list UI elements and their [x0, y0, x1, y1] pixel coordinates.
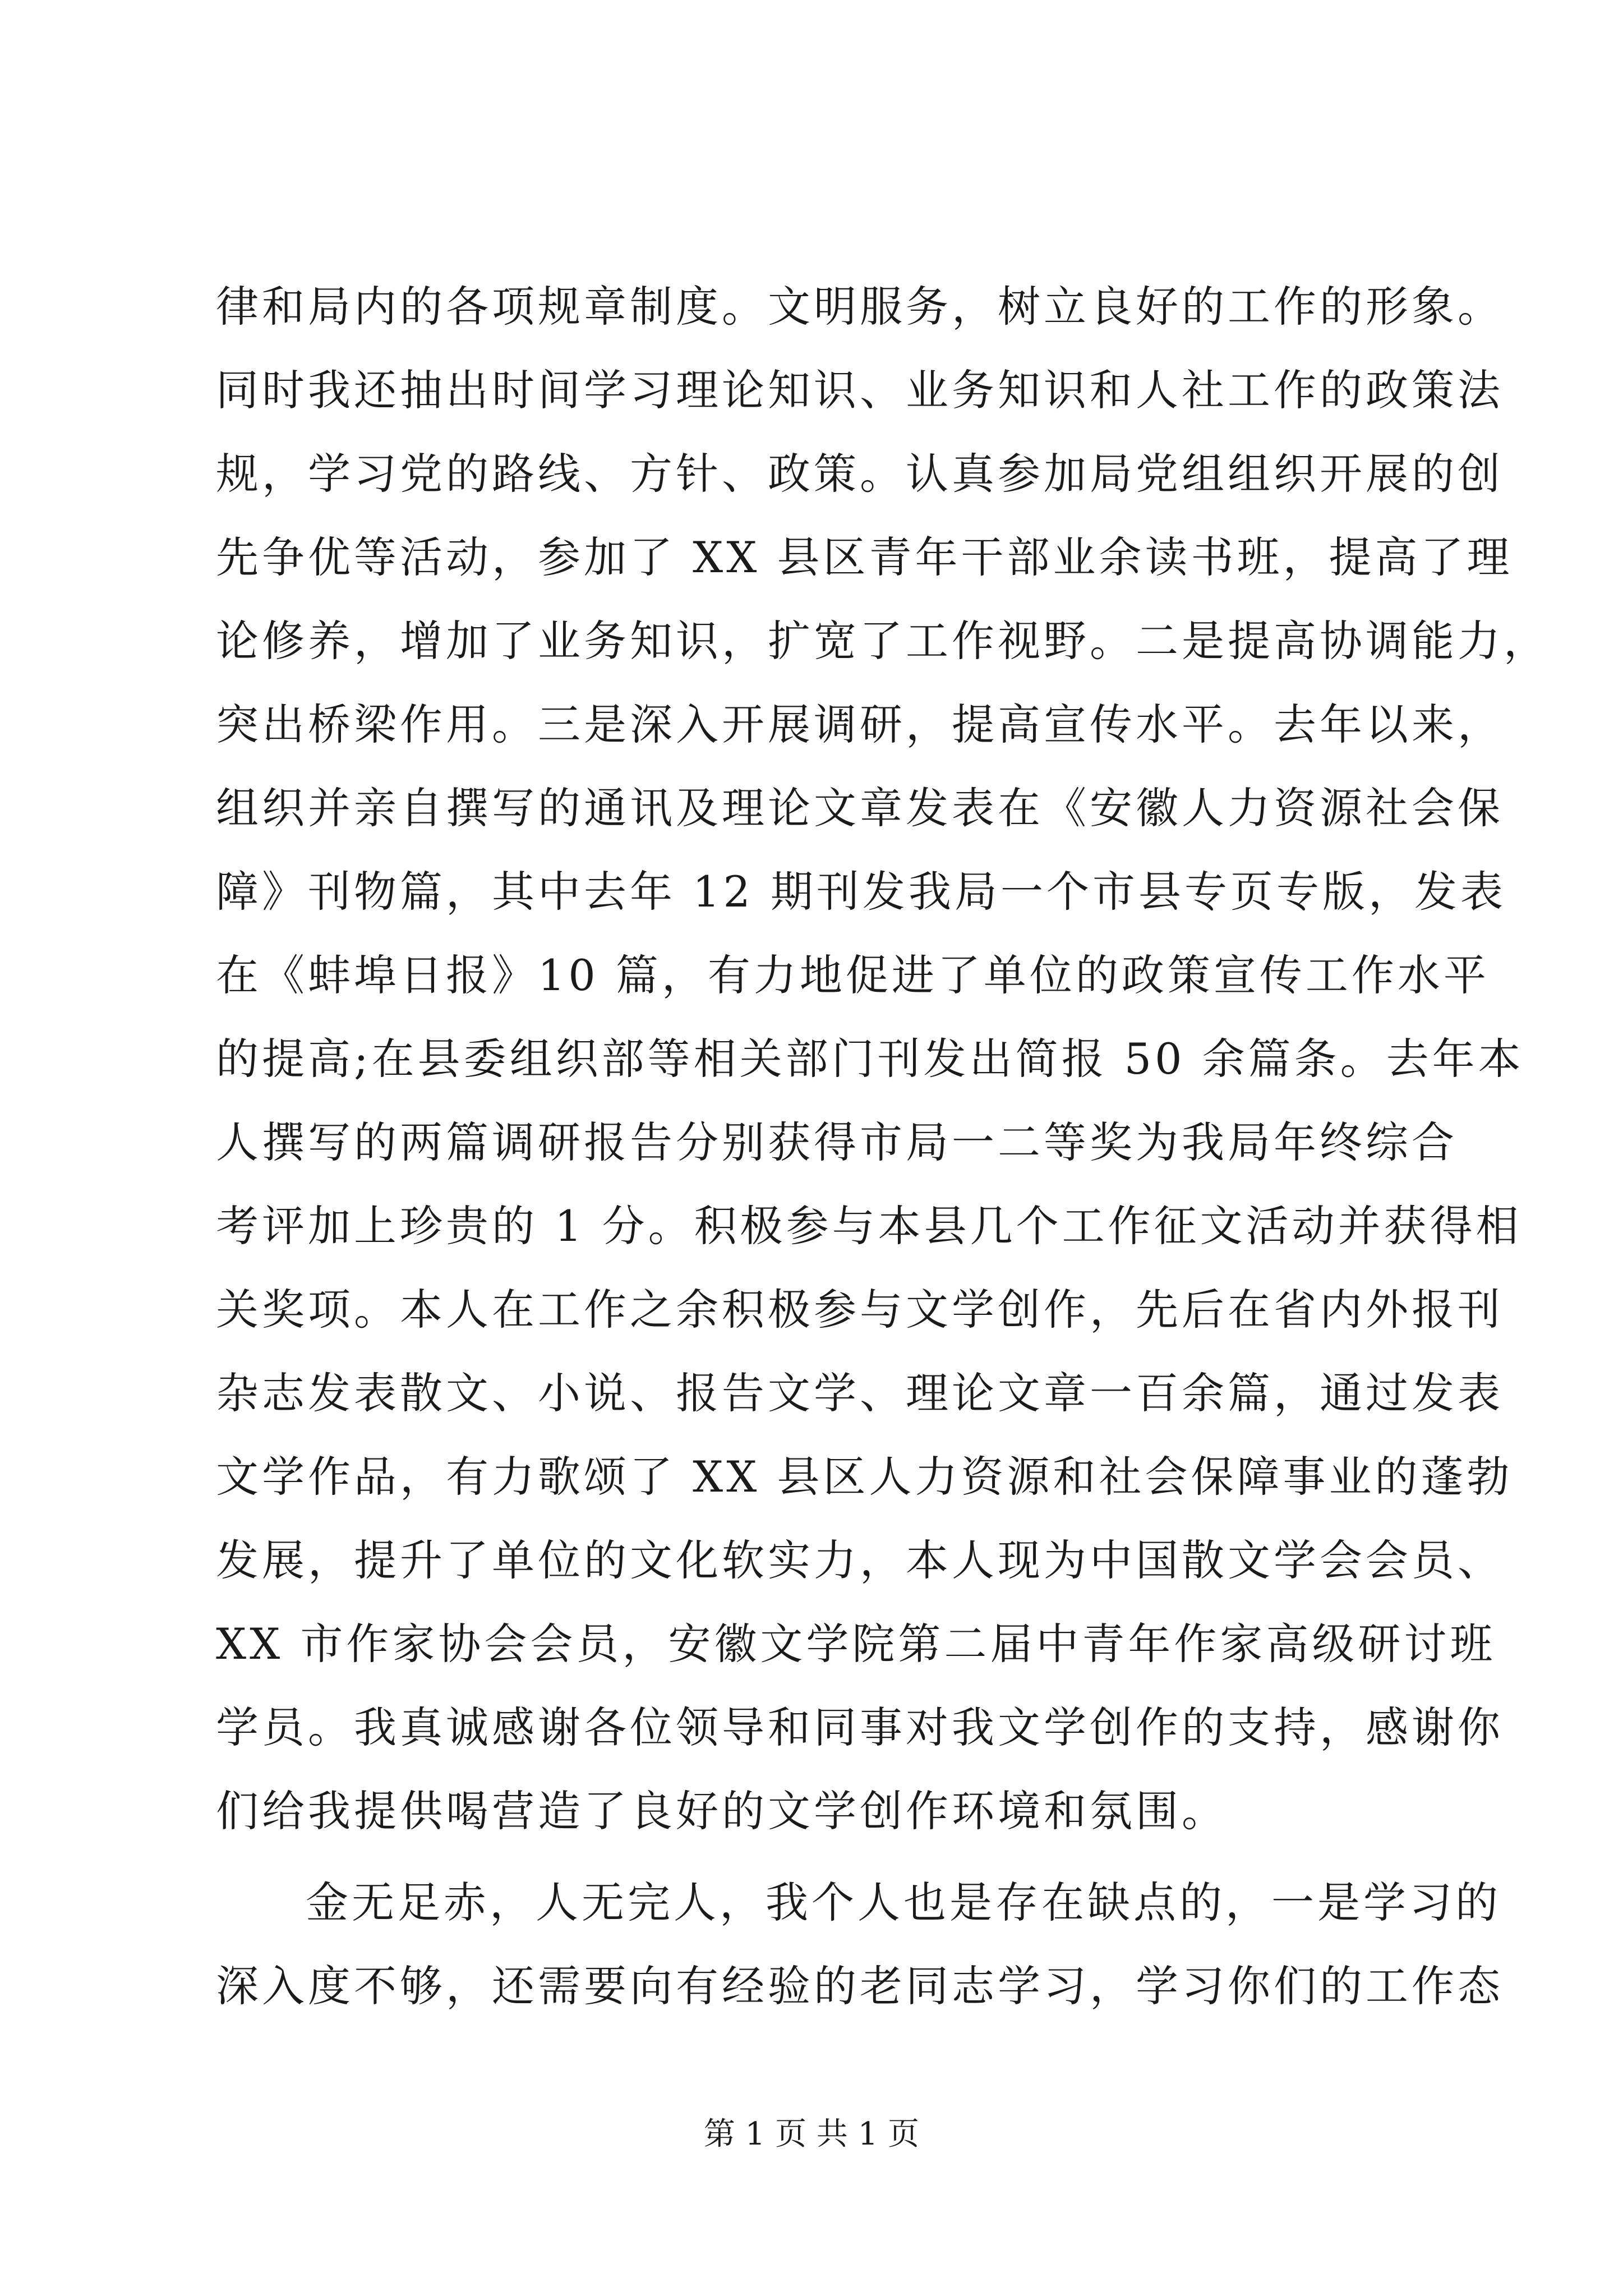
text-line: 杂志发表散文、小说、报告文学、理论文章一百余篇，通过发表	[216, 1368, 1504, 1418]
text-line: 突出桥梁作用。三是深入开展调研，提高宣传水平。去年以来，	[216, 700, 1504, 749]
text-line: 人撰写的两篇调研报告分别获得市局一二等奖为我局年终综合	[216, 1117, 1458, 1167]
text-line: 关奖项。本人在工作之余积极参与文学创作，先后在省内外报刊	[216, 1285, 1504, 1335]
text-line: 文学作品，有力歌颂了 XX 县区人力资源和社会保障事业的蓬勃	[216, 1452, 1513, 1502]
text-line: 学员。我真诚感谢各位领导和同事对我文学创作的支持，感谢你	[216, 1703, 1504, 1752]
text-line: 的提高;在县委组织部等相关部门刊发出简报 50 余篇条。去年本	[216, 1034, 1524, 1084]
document-body	[216, 265, 1550, 2028]
text-line: 障》刊物篇，其中去年 12 期刊发我局一个市县专页专版，发表	[216, 867, 1507, 917]
text-line: 规，学习党的路线、方针、政策。认真参加局党组组织开展的创	[216, 449, 1504, 499]
text-line: 们给我提供喝营造了良好的文学创作环境和氛围。	[216, 1786, 1228, 1836]
text-line: 组织并亲自撰写的通讯及理论文章发表在《安徽人力资源社会保	[216, 783, 1504, 833]
paragraph-2	[216, 1861, 1504, 2028]
text-line: 深入度不够，还需要向有经验的老同志学习，学习你们的工作态	[216, 1961, 1504, 2011]
text-line: 在《蚌埠日报》10 篇，有力地促进了单位的政策宣传工作水平	[216, 950, 1490, 1000]
text-line: 发展，提升了单位的文化软实力，本人现为中国散文学会会员、	[216, 1535, 1504, 1585]
text-line: 先争优等活动，参加了 XX 县区青年干部业余读书班，提高了理	[216, 532, 1513, 582]
page-number-footer: 第 1 页 共 1 页	[703, 2116, 920, 2152]
text-line: 论修养，增加了业务知识，扩宽了工作视野。二是提高协调能力，	[216, 616, 1550, 666]
text-line: 同时我还抽出时间学习理论知识、业务知识和人社工作的政策法	[216, 365, 1504, 415]
paragraph-1	[216, 265, 1550, 1853]
text-line: 考评加上珍贵的 1 分。积极参与本县几个工作征文活动并获得相	[216, 1201, 1522, 1251]
text-line: XX 市作家协会会员，安徽文学院第二届中青年作家高级研讨班	[216, 1619, 1496, 1669]
text-line: 律和局内的各项规章制度。文明服务，树立良好的工作的形象。	[216, 282, 1504, 332]
text-line: 金无足赤，人无完人，我个人也是存在缺点的，一是学习的	[306, 1878, 1501, 1927]
